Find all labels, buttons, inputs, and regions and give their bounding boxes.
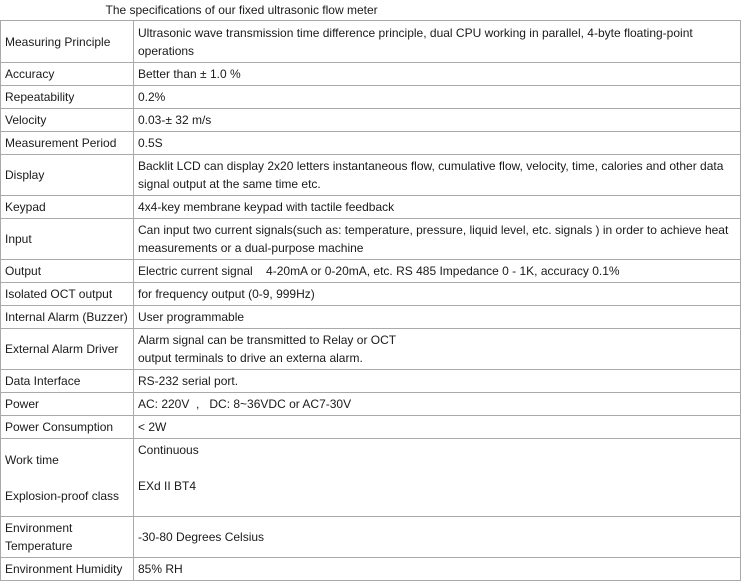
row-label: Data Interface [1,370,134,393]
table-row-repeatability [1,86,741,109]
row-value: 0.5S [134,132,741,155]
table-row-display [1,155,741,196]
table-row-measurement-period [1,132,741,155]
table-row-accuracy [1,63,741,86]
row-value: 0.03-± 32 m/s [134,109,741,132]
row-label-line: Work time [5,452,59,467]
table-row-velocity [1,109,741,132]
table-row-keypad [1,196,741,219]
row-label: Accuracy [1,63,134,86]
row-value: 0.2% [134,86,741,109]
table-row-measuring-principle [1,21,741,63]
table-row-environment-temperature [1,517,741,558]
row-value: Electric current signal 4-20mA or 0-20mA, etc. RS 485 Impedance 0 - 1K, accuracy 0.1% [134,260,741,283]
row-label-line: Explosion-proof class [5,488,120,503]
table-caption: The specifications of our fixed ultrasonic flow meter [105,3,378,17]
table-row-output [1,260,741,283]
row-label: Measurement Period [1,132,134,155]
row-label: External Alarm Driver [1,329,134,370]
row-label: Environment Humidity [1,558,134,581]
row-label: Display [1,155,134,196]
row-value-line: Continuous [138,443,199,457]
table-row-external-alarm-driver [1,329,741,370]
row-label: Internal Alarm (Buzzer) [1,306,134,329]
row-label [1,517,134,558]
row-value: for frequency output (0-9, 999Hz) [134,283,741,306]
row-label: Measuring Principle [1,21,134,63]
row-value: User programmable [134,306,741,329]
row-value: Ultrasonic wave transmission time difference principle, dual CPU working in parallel, 4-byte floating-point operations [134,21,741,63]
row-label [1,439,134,517]
row-value-line: Alarm signal can be transmitted to Relay or OCT [138,333,397,347]
row-label: Output [1,260,134,283]
row-label: Input [1,219,134,260]
row-value: 4x4-key membrane keypad with tactile feedback [134,196,741,219]
row-label-line: Environment [5,521,73,535]
row-label: Keypad [1,196,134,219]
row-label: Velocity [1,109,134,132]
row-label: Isolated OCT output [1,283,134,306]
row-value: RS-232 serial port. [134,370,741,393]
row-value: Can input two current signals(such as: temperature, pressure, liquid level, etc. signals ) in order to achieve heat measurements or a dual-purpose machine [134,219,741,260]
row-value [134,329,741,370]
row-value-line: output terminals to drive an externa alarm. [138,351,363,365]
row-value: Better than ± 1.0 % [134,63,741,86]
row-label: Power Consumption [1,416,134,439]
row-value: 85% RH [134,558,741,581]
row-value [134,439,741,517]
table-caption-row [1,0,741,21]
row-value: < 2W [134,416,741,439]
table-row-isolated-oct-output [1,283,741,306]
table-row-input [1,219,741,260]
row-value: Backlit LCD can display 2x20 letters instantaneous flow, cumulative flow, velocity, time, calories and other data signal output at the same time etc. [134,155,741,196]
row-label: Repeatability [1,86,134,109]
row-label: Power [1,393,134,416]
row-value: AC: 220V , DC: 8~36VDC or AC7-30V [134,393,741,416]
row-value-line: EXd II BT4 [138,479,197,493]
row-label-line: Temperature [5,539,73,553]
row-value: -30-80 Degrees Celsius [134,517,741,558]
table-row-data-interface [1,370,741,393]
table-row-power [1,393,741,416]
table-row-internal-alarm [1,306,741,329]
table-row-work-time-explosion-proof [1,439,741,517]
table-row-power-consumption [1,416,741,439]
table-row-environment-humidity [1,558,741,581]
